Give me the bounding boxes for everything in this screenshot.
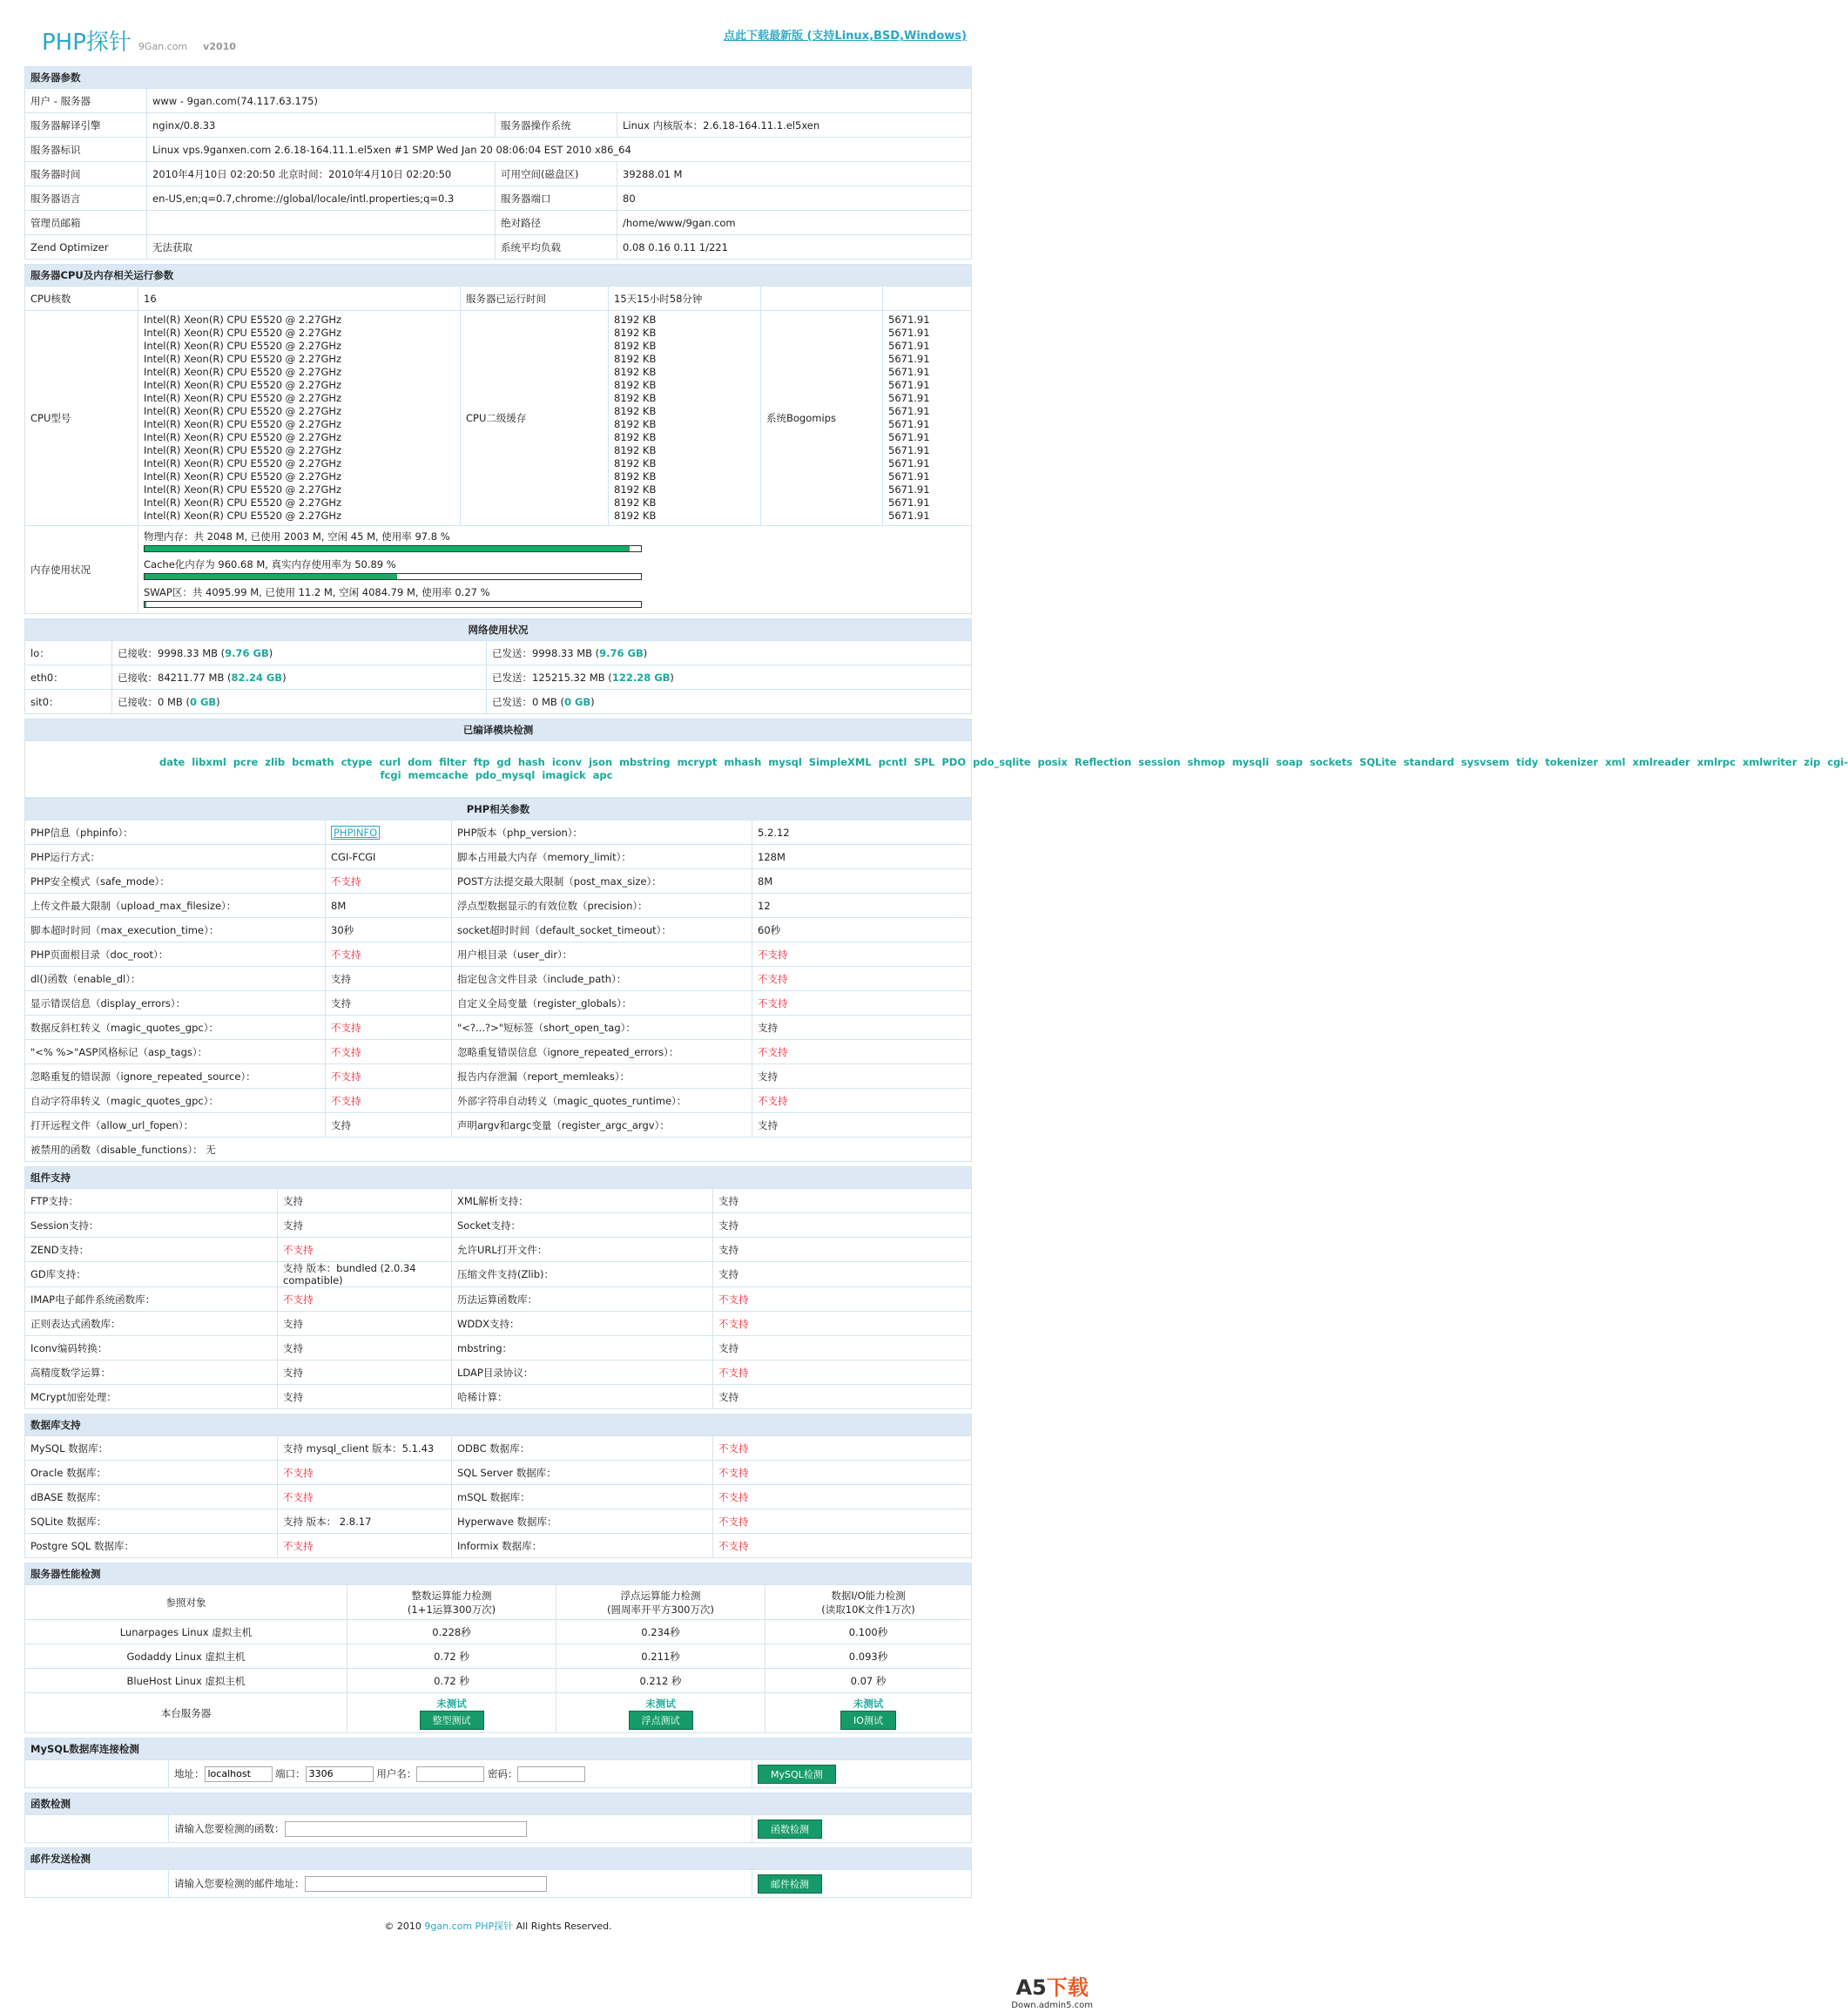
php-key: 忽略重复的错误源（ignore_repeated_source）： [25,1064,326,1089]
module-name: dom [408,756,433,768]
server-key: 服务器端口 [496,186,617,211]
module-name: mysqli [1231,756,1270,768]
database-value: 不支持 [278,1534,452,1558]
net-sent: 已发送：0 MB (0 GB) [487,690,972,714]
module-name: mhash [724,756,762,768]
php-value: 支持 [752,1113,972,1138]
logo: PHP探针 9Gan.com v2010 [42,30,236,56]
server-row [25,113,972,138]
module-name: hash [517,756,545,768]
net-received: 已接收：0 MB (0 GB) [112,690,487,714]
php-key: 自定义全局变量（register_globals）： [452,991,752,1016]
server-row [25,186,972,211]
net-interface: lo： [25,641,112,665]
php-key: 显示错误信息（display_errors）： [25,991,326,1016]
bogo-label: 系统Bogomips [761,311,883,526]
php-value: 不支持 [752,967,972,991]
footer-link[interactable]: 9gan.com PHP探针 [424,1921,514,1932]
module-name: PDO [941,756,967,768]
untested-label: 未测试 [436,1697,467,1710]
php-key: "<% %>"ASP风格标记（asp_tags）： [25,1040,326,1064]
server-value [147,211,496,235]
component-value: 支持 [713,1336,972,1360]
component-key: FTP支持： [25,1189,278,1213]
local-server-label: 本台服务器 [25,1693,347,1733]
performance-table [24,1563,972,1733]
component-value: 支持 [713,1189,972,1213]
component-value: 支持 [278,1385,452,1409]
php-key: dl()函数（enable_dl）： [25,967,326,991]
database-table [24,1414,972,1558]
phpinfo-link[interactable]: PHPINFO [331,826,380,840]
perf-value: 0.212 秒 [556,1669,766,1693]
mem-bar [144,545,642,552]
perf-header: 浮点运算能力检测 (圆周率开平方300万次) [556,1585,766,1620]
component-value: 支持 [278,1360,452,1385]
module-name: tidy [1516,756,1539,768]
module-name: tokenizer [1545,756,1599,768]
module-name: ctype [341,756,373,768]
server-row [25,211,972,235]
module-name: pcntl [878,756,907,768]
untested-label: 未测试 [645,1697,676,1710]
a5-watermark: A5下载 Down.admin5.com [1011,1975,1093,2010]
perf-header: 参照对象 [25,1585,347,1620]
component-value: 支持 版本：bundled (2.0.34 compatible) [278,1262,452,1287]
php-value: 5.2.12 [752,820,972,845]
php-key: 指定包含文件目录（include_path）： [452,967,752,991]
module-name: zip [1804,756,1821,768]
untested-label: 未测试 [853,1697,884,1710]
server-row [25,235,972,260]
mail-input[interactable] [305,1876,547,1892]
module-name: soap [1276,756,1303,768]
database-value: 不支持 [713,1509,972,1534]
net-received: 已接收：84211.77 MB (82.24 GB) [112,665,487,690]
php-key: 脚本占用最大内存（memory_limit）： [452,845,752,869]
php-key: 数据反斜杠转义（magic_quotes_gpc）： [25,1016,326,1040]
component-key: IMAP电子邮件系统函数库： [25,1287,278,1312]
module-name: sockets [1309,756,1352,768]
gb-value: 122.28 GB [611,671,671,684]
module-name: xmlreader [1632,756,1690,768]
php-value: 30秒 [326,918,452,942]
php-value: 支持 [752,1016,972,1040]
module-name: json [589,756,613,768]
server-value: en-US,en;q=0.7,chrome://global/locale/intl.properties;q=0.3 [147,186,496,211]
component-key: Iconv编码转换： [25,1336,278,1360]
php-key: 脚本超时时间（max_execution_time）： [25,918,326,942]
component-key: MCrypt加密处理： [25,1385,278,1409]
server-value: 0.08 0.16 0.11 1/221 [617,235,972,260]
section-title: 数据库支持 [25,1414,972,1436]
module-name: Reflection [1074,756,1132,768]
cpu-cores-label: CPU核数 [25,287,138,311]
module-name: shmop [1187,756,1225,768]
server-key: 系统平均负载 [496,235,617,260]
server-value: nginx/0.8.33 [147,113,496,138]
uptime: 15天15小时58分钟 [609,287,761,311]
module-name: standard [1403,756,1454,768]
mysql-test-button[interactable]: MySQL检测 [758,1765,836,1784]
component-value: 支持 [278,1312,452,1336]
function-input[interactable] [285,1821,527,1837]
mem-line: 物理内存：共 2048 M, 已使用 2003 M, 空闲 45 M, 使用率 97.8 % [144,530,450,543]
module-name: iconv [551,756,583,768]
mail-test-button[interactable]: 邮件检测 [758,1874,822,1894]
php-value: 不支持 [752,1089,972,1113]
modules-table [24,719,1848,798]
float-test-button[interactable]: 浮点测试 [629,1711,693,1730]
php-value: 不支持 [752,991,972,1016]
mysql-pass-input[interactable] [517,1766,585,1782]
database-value: 不支持 [278,1461,452,1485]
cache-label: CPU二级缓存 [461,311,609,526]
section-title: 服务器参数 [25,67,972,89]
module-name: sysvsem [1460,756,1510,768]
gb-value: 9.76 GB [225,646,269,659]
network-table [24,618,972,714]
perf-host: BlueHost Linux 虚拟主机 [25,1669,347,1693]
mem-line: Cache化内存为 960.68 M, 真实内存使用率为 50.89 % [144,558,396,571]
server-key: 服务器语言 [25,186,147,211]
net-received: 已接收：9998.33 MB (9.76 GB) [112,641,487,665]
component-value: 不支持 [713,1360,972,1385]
server-value: 无法获取 [147,235,496,260]
int-test-button[interactable]: 整型测试 [420,1711,484,1730]
php-key: PHP页面根目录（doc_root）： [25,942,326,967]
component-value: 支持 [278,1336,452,1360]
database-key: Oracle 数据库： [25,1461,278,1485]
module-name: posix [1037,756,1068,768]
php-value: 不支持 [326,942,452,967]
modules-list [25,741,1848,798]
mail-test-table [24,1847,972,1898]
component-key: mbstring： [452,1336,713,1360]
php-key: PHP版本（php_version）： [452,820,752,845]
module-name: filter [439,756,467,768]
php-key: POST方法提交最大限制（post_max_size）： [452,869,752,894]
server-key: 服务器操作系统 [496,113,617,138]
mem-bar [144,601,642,608]
server-value: /home/www/9gan.com [617,211,972,235]
component-key: GD库支持： [25,1262,278,1287]
module-name: mbstring [619,756,671,768]
component-key: 正则表达式函数库： [25,1312,278,1336]
section-title: 函数检测 [25,1793,972,1815]
module-name: date [159,756,185,768]
server-row [25,89,972,113]
php-key: 打开远程文件（allow_url_fopen）： [25,1113,326,1138]
cpu-model-list: Intel(R) Xeon(R) CPU E5520 @ 2.27GHz Intel(R) Xeon(R) CPU E5520 @ 2.27GHz Intel(R) Xeon(R) CPU E5520 @ 2.27GHz Intel(R) Xeon(R) CPU E5520 @ 2.27GHz Intel(R) Xeon(R) CPU E5520 @ 2.27GHz Intel(R) Xeon(R) CPU E5520 @ 2.27GHz Intel(R) Xeon(R) CPU E5520 @ 2.27GHz Intel(R) Xeon(R) CPU E5520 @ 2.27GHz Intel(R) Xeon(R) CPU E5520 @ 2.27GHz Intel(R) Xeon(R) CPU E5520 @ 2.27GHz Intel(R) Xeon(R) CPU E5520 @ 2.27GHz Intel(R) Xeon(R) CPU E5520 @ 2.27GHz Intel(R) Xeon(R) CPU E5520 @ 2.27GHz Intel(R) Xeon(R) CPU E5520 @ 2.27GHz Intel(R) Xeon(R) CPU E5520 @ 2.27GHz Intel(R) Xeon(R) CPU E5520 @ 2.27GHz [138,311,461,526]
database-key: ODBC 数据库： [452,1436,713,1461]
server-key: 绝对路径 [496,211,617,235]
section-title: 邮件发送检测 [25,1848,972,1870]
php-value: 支持 [326,991,452,1016]
server-key: 服务器时间 [25,162,147,186]
module-name: mcrypt [677,756,718,768]
module-name: memcache [408,769,469,781]
database-value: 不支持 [713,1461,972,1485]
component-value: 不支持 [713,1312,972,1336]
server-value: 80 [617,186,972,211]
perf-header: 数据I/O能力检测 (读取10K文件1万次) [766,1585,972,1620]
php-value: 不支持 [752,942,972,967]
function-test-table [24,1793,972,1843]
module-name: SQLite [1359,756,1397,768]
port-label: 端口： [275,1767,306,1779]
addr-label: 地址： [174,1767,205,1779]
module-name: xmlwriter [1742,756,1797,768]
module-name: curl [379,756,401,768]
server-key: 服务器标识 [25,138,147,162]
php-value: 不支持 [326,1016,452,1040]
server-value: Linux vps.9ganxen.com 2.6.18-164.11.1.el5xen #1 SMP Wed Jan 20 08:06:04 EST 2010 x86_64 [147,138,972,162]
server-row [25,138,972,162]
perf-value: 0.72 秒 [347,1669,556,1693]
section-title: 服务器CPU及内存相关运行参数 [25,265,972,287]
cpu-model-label: CPU型号 [25,311,138,526]
gb-value: 0 GB [563,695,591,708]
module-name: pcre [233,756,259,768]
server-row [25,162,972,186]
database-value: 支持 版本： 2.8.17 [278,1509,452,1534]
net-sent: 已发送：9998.33 MB (9.76 GB) [487,641,972,665]
component-value: 不支持 [713,1287,972,1312]
component-key: Session支持： [25,1213,278,1238]
section-title: 组件支持 [25,1167,972,1189]
server-key: Zend Optimizer [25,235,147,260]
component-key: WDDX支持： [452,1312,713,1336]
component-value: 不支持 [278,1287,452,1312]
php-key: 忽略重复错误信息（ignore_repeated_errors）： [452,1040,752,1064]
php-value: 128M [752,845,972,869]
php-value: 不支持 [326,1040,452,1064]
module-name: SimpleXML [808,756,872,768]
section-title: MySQL数据库连接检测 [25,1739,972,1760]
mem-bar [144,573,642,580]
database-key: MySQL 数据库： [25,1436,278,1461]
component-key: 高精度数学运算： [25,1360,278,1385]
database-key: SQLite 数据库： [25,1509,278,1534]
perf-value: 0.07 秒 [766,1669,972,1693]
component-value: 支持 [713,1238,972,1262]
component-value: 支持 [278,1189,452,1213]
server-value: Linux 内核版本：2.6.18-164.11.1.el5xen [617,113,972,138]
perf-value: 0.234秒 [556,1620,766,1644]
module-name: zlib [265,756,286,768]
server-value: www - 9gan.com(74.117.63.175) [147,89,972,113]
net-interface: eth0： [25,665,112,690]
php-key: PHP运行方式： [25,845,326,869]
php-key: 上传文件最大限制（upload_max_filesize）： [25,894,326,918]
uptime-label: 服务器已运行时间 [461,287,609,311]
php-value: 8M [752,869,972,894]
perf-value: 0.211秒 [556,1644,766,1669]
database-value: 支持 mysql_client 版本：5.1.43 [278,1436,452,1461]
func-label: 请输入您要检测的函数： [174,1822,285,1834]
database-key: Postgre SQL 数据库： [25,1534,278,1558]
disabled-functions: 被禁用的函数（disable_functions）： 无 [25,1138,972,1162]
mysql-host-input[interactable] [205,1766,273,1782]
component-value: 支持 [278,1213,452,1238]
section-title: 已编译模块检测 [25,719,972,741]
server-key: 管理员邮箱 [25,211,147,235]
perf-header: 整数运算能力检测 (1+1运算300万次) [347,1585,556,1620]
php-key: 报告内存泄漏（report_memleaks）： [452,1064,752,1089]
php-value: 不支持 [326,869,452,894]
mysql-user-input[interactable] [416,1766,484,1782]
component-value: 不支持 [278,1238,452,1262]
database-key: Hyperwave 数据库： [452,1509,713,1534]
section-title: 服务器性能检测 [25,1563,972,1585]
component-key: LDAP目录协议： [452,1360,713,1385]
php-value: 60秒 [752,918,972,942]
database-key: mSQL 数据库： [452,1485,713,1509]
mem-line: SWAP区：共 4095.99 M, 已使用 11.2 M, 空闲 4084.79 M, 使用率 0.27 % [144,586,490,598]
php-value: 12 [752,894,972,918]
user-label: 用户名： [376,1767,417,1779]
module-name: libxml [192,756,226,768]
function-test-button[interactable]: 函数检测 [758,1820,822,1839]
php-value: 不支持 [326,1089,452,1113]
php-value: 不支持 [752,1040,972,1064]
php-key: PHP安全模式（safe_mode）： [25,869,326,894]
module-name: gd [496,756,511,768]
module-name: session [1138,756,1181,768]
php-value: CGI-FCGI [326,845,452,869]
module-name: bcmath [292,756,334,768]
footer: © 2010 9gan.com PHP探针 All Rights Reserved. [384,1921,612,1932]
pass-label: 密码： [487,1767,518,1779]
mail-label: 请输入您要检测的邮件地址： [174,1877,305,1889]
perf-value: 0.093秒 [766,1644,972,1669]
php-key: 自动字符串转义（magic_quotes_gpc）： [25,1089,326,1113]
server-key: 可用空间(磁盘区) [496,162,617,186]
database-key: SQL Server 数据库： [452,1461,713,1485]
php-value: 支持 [326,1113,452,1138]
component-value: 支持 [713,1262,972,1287]
component-value: 支持 [713,1385,972,1409]
component-key: 压缩文件支持(Zlib)： [452,1262,713,1287]
perf-value: 0.72 秒 [347,1644,556,1669]
perf-host: Lunarpages Linux 虚拟主机 [25,1620,347,1644]
database-value: 不支持 [713,1534,972,1558]
php-key: "<?...?>"短标签（short_open_tag）： [452,1016,752,1040]
module-name: xml [1605,756,1626,768]
io-test-button[interactable]: IO测试 [840,1711,896,1730]
php-value: 支持 [752,1064,972,1089]
php-key: 用户根目录（user_dir）： [452,942,752,967]
gb-value: 82.24 GB [231,671,283,684]
mysql-port-input[interactable] [306,1766,374,1782]
php-value: 不支持 [326,1064,452,1089]
module-name: pdo_sqlite [973,756,1031,768]
module-name: pdo_mysql [475,769,536,781]
server-value: 2010年4月10日 02:20:50 北京时间：2010年4月10日 02:20:50 [147,162,496,186]
module-name: apc [592,769,613,781]
mysql-test-table [24,1738,972,1788]
cpu-cores: 16 [138,287,461,311]
php-key: 浮点型数据显示的有效位数（precision）： [452,894,752,918]
server-table [24,66,972,260]
database-value: 不支持 [713,1485,972,1509]
module-name: SPL [914,756,935,768]
database-value: 不支持 [713,1436,972,1461]
mem-label: 内存使用状况 [25,526,138,614]
module-name: imagick [542,769,586,781]
component-key: 历法运算函数库： [452,1287,713,1312]
php-key: 声明argv和argc变量（register_argc_argv）： [452,1113,752,1138]
component-key: 允许URL打开文件： [452,1238,713,1262]
perf-host: Godaddy Linux 虚拟主机 [25,1644,347,1669]
component-key: 哈稀计算： [452,1385,713,1409]
server-key: 用户 - 服务器 [25,89,147,113]
gb-value: 0 GB [189,695,217,708]
net-interface: sit0： [25,690,112,714]
memory-usage [138,526,972,614]
cpu-table [24,264,972,614]
cpu-cache-list: 8192 KB 8192 KB 8192 KB 8192 KB 8192 KB 8192 KB 8192 KB 8192 KB 8192 KB 8192 KB 8192 KB 8192 KB 8192 KB 8192 KB 8192 KB 8192 KB [609,311,761,526]
database-value: 不支持 [278,1485,452,1509]
gb-value: 9.76 GB [599,646,644,659]
section-title: PHP相关参数 [25,799,972,820]
perf-value: 0.100秒 [766,1620,972,1644]
module-name: ftp [473,756,490,768]
php-key: 外部字符串自动转义（magic_quotes_runtime）： [452,1089,752,1113]
php-key: socket超时时间（default_socket_timeout）： [452,918,752,942]
component-key: XML解析支持： [452,1189,713,1213]
component-value: 支持 [713,1213,972,1238]
server-value: 39288.01 M [617,162,972,186]
database-key: Informix 数据库： [452,1534,713,1558]
module-name: xmlrpc [1696,756,1736,768]
module-name: cgi-fcgi [380,756,1848,781]
php-table [24,798,972,1162]
php-key: PHP信息（phpinfo）： [25,820,326,845]
module-name: mysql [768,756,802,768]
net-sent: 已发送：125215.32 MB (122.28 GB) [487,665,972,690]
component-key: ZEND支持： [25,1238,278,1262]
server-key: 服务器解译引擎 [25,113,147,138]
php-value: 8M [326,894,452,918]
database-key: dBASE 数据库： [25,1485,278,1509]
section-title: 网络使用状况 [25,619,972,641]
component-table [24,1166,972,1409]
cpu-bogo-list: 5671.91 5671.91 5671.91 5671.91 5671.91 5671.91 5671.91 5671.91 5671.91 5671.91 5671.91 5671.91 5671.91 5671.91 5671.91 5671.91 [883,311,972,526]
component-key: Socket支持： [452,1213,713,1238]
php-value: 支持 [326,967,452,991]
download-link[interactable]: 点此下载最新版 (支持Linux,BSD,Windows) [723,30,967,43]
perf-value: 0.228秒 [347,1620,556,1644]
